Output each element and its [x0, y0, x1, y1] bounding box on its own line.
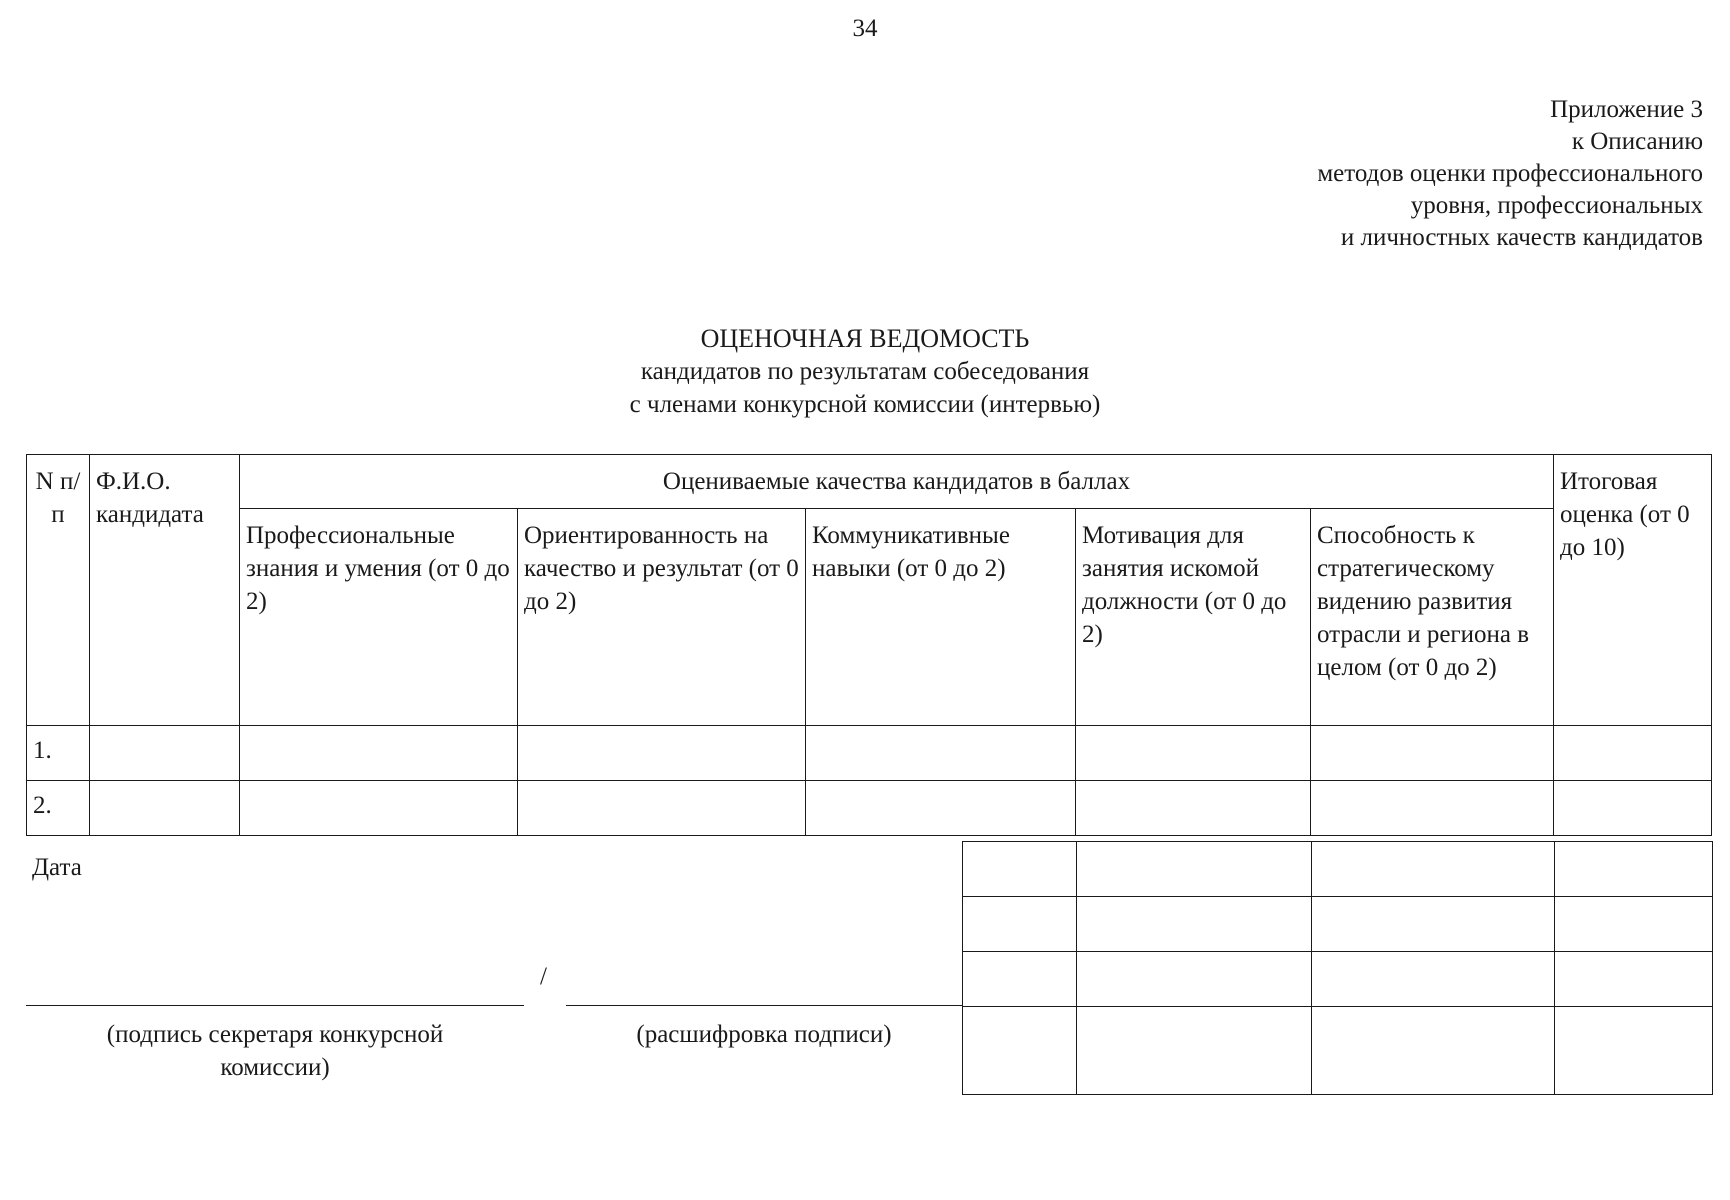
score-cell[interactable] — [518, 726, 806, 781]
score-cell[interactable] — [1076, 726, 1311, 781]
table-row — [963, 842, 1713, 897]
table-row — [27, 726, 1712, 781]
signature-decoding-line[interactable] — [566, 1005, 962, 1006]
candidate-name-cell[interactable] — [90, 726, 240, 781]
score-cell[interactable] — [1311, 781, 1554, 836]
total-score-cell[interactable] — [1555, 952, 1713, 1007]
header-candidate-name: Ф.И.О. кандидата — [90, 455, 240, 726]
score-cell[interactable] — [806, 781, 1076, 836]
signature-separator: / — [540, 963, 547, 990]
appendix-line: уровня, профессиональных — [1410, 192, 1703, 219]
row-number: 1. — [27, 726, 90, 781]
header-total-score: Итоговая оценка (от 0 до 10) — [1554, 455, 1712, 726]
table-row — [963, 897, 1713, 952]
total-score-cell[interactable] — [1554, 726, 1712, 781]
table-row — [27, 781, 1712, 836]
total-score-cell[interactable] — [1555, 897, 1713, 952]
additional-rows-grid — [962, 841, 1713, 1095]
score-cell[interactable] — [1077, 897, 1312, 952]
score-cell[interactable] — [806, 726, 1076, 781]
signature-caption: (подпись секретаря конкурсной комиссии) — [106, 1021, 444, 1081]
appendix-note — [1317, 94, 1703, 254]
page-number: 34 — [852, 15, 878, 42]
score-cell[interactable] — [1312, 952, 1555, 1007]
title-line-1: ОЦЕНОЧНАЯ ВЕДОМОСТЬ — [700, 324, 1030, 353]
appendix-line: к Описанию — [1571, 128, 1703, 155]
criterion-strategic-vision: Способность к стратегическому видению развития отрасли и региона в целом (от 0 до 2) — [1311, 509, 1554, 726]
title-line-3: с членами конкурсной комиссии (интервью) — [629, 391, 1101, 418]
score-cell[interactable] — [1077, 1007, 1312, 1095]
criterion-communication: Коммуникативные навыки (от 0 до 2) — [806, 509, 1076, 726]
date-label: Дата — [32, 854, 82, 881]
score-cell[interactable] — [240, 781, 518, 836]
decoding-caption: (расшифровка подписи) — [636, 1021, 892, 1048]
score-cell[interactable] — [1076, 781, 1311, 836]
score-cell[interactable] — [1312, 1007, 1555, 1095]
score-cell[interactable] — [963, 842, 1077, 897]
row-number: 2. — [27, 781, 90, 836]
document-title — [0, 322, 1730, 421]
score-cell[interactable] — [1077, 952, 1312, 1007]
score-cell[interactable] — [240, 726, 518, 781]
score-cell[interactable] — [1311, 726, 1554, 781]
header-row-criteria — [27, 509, 1712, 726]
score-cell[interactable] — [1312, 842, 1555, 897]
total-score-cell[interactable] — [1554, 781, 1712, 836]
score-cell[interactable] — [963, 952, 1077, 1007]
score-cell[interactable] — [1077, 842, 1312, 897]
header-number: N п/п — [27, 455, 90, 726]
candidate-name-cell[interactable] — [90, 781, 240, 836]
total-score-cell[interactable] — [1555, 842, 1713, 897]
table-row — [963, 1007, 1713, 1095]
score-cell[interactable] — [518, 781, 806, 836]
score-cell[interactable] — [963, 897, 1077, 952]
title-line-2: кандидатов по результатам собеседования — [640, 358, 1090, 385]
criterion-motivation: Мотивация для занятия искомой должности (от 0 до 2) — [1076, 509, 1311, 726]
score-cell[interactable] — [963, 1007, 1077, 1095]
total-score-cell[interactable] — [1555, 1007, 1713, 1095]
score-cell[interactable] — [1312, 897, 1555, 952]
table-row — [963, 952, 1713, 1007]
criterion-quality-orientation: Ориентированность на качество и результат (от 0 до 2) — [518, 509, 806, 726]
header-row-group — [27, 455, 1712, 509]
signature-line[interactable] — [26, 1005, 524, 1006]
appendix-line: методов оценки профессионального — [1317, 160, 1703, 187]
header-evaluated-qualities: Оцениваемые качества кандидатов в баллах — [240, 455, 1554, 509]
criterion-professional-knowledge: Профессиональные знания и умения (от 0 до 2) — [240, 509, 518, 726]
appendix-line: и личностных качеств кандидатов — [1340, 224, 1703, 251]
appendix-line: Приложение 3 — [1550, 96, 1703, 123]
evaluation-table — [26, 454, 1712, 836]
